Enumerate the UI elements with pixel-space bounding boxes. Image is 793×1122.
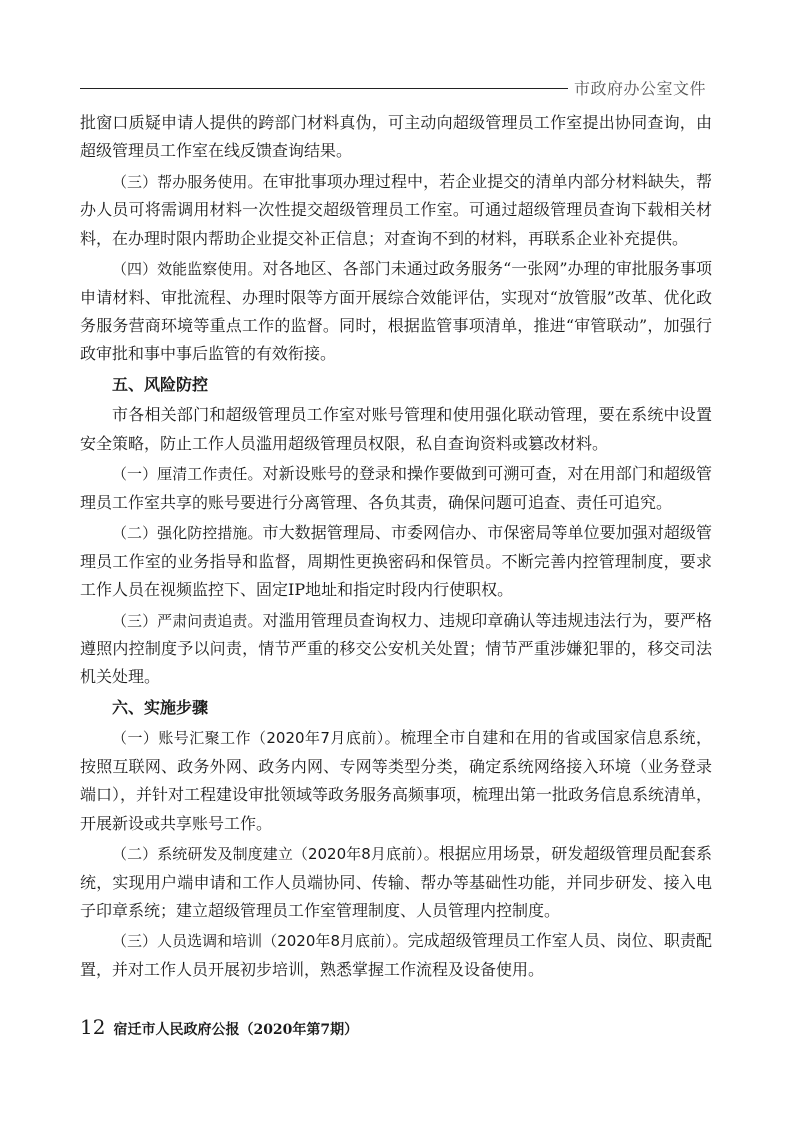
- document-body: [80, 109, 712, 986]
- paragraph: [80, 255, 712, 369]
- paragraph-lead: （一）厘清工作责任。: [112, 465, 263, 484]
- page-number: 12: [80, 1015, 106, 1039]
- paragraph: [80, 927, 712, 984]
- header-title: 市政府办公室文件: [574, 79, 707, 98]
- paragraph: 市各相关部门和超级管理员工作室对账号管理和使用强化联动管理，要在系统中设置安全策略，防止工作人员滥用超级管理员权限，私自查询资料或篡改材料。: [80, 405, 712, 453]
- paragraph-lead: （二）系统研发及制度建立（2020年8月底前）。: [112, 845, 439, 864]
- paragraph: [80, 840, 712, 925]
- page-footer: [80, 1015, 358, 1039]
- paragraph-text: 市大数据管理局、市委网信办、市保密局等单位要加强对超级管理员工作室的业务指导和监督，周期性更换密码和保管员。不断完善内控管理制度，要求工作人员在视频监控下、固定IP地址和指定时段内行使职权。: [80, 523, 712, 600]
- paragraph: [80, 460, 712, 517]
- paragraph-lead: （四）效能监察使用。: [112, 260, 263, 279]
- paragraph: [80, 168, 712, 253]
- paragraph-text: 在审批事项办理过程中，若企业提交的清单内部分材料缺失，帮办人员可将需调用材料一次性提交超级管理员工作室。可通过超级管理员查询下载相关材料，在办理时限内帮助企业提交补正信息；对查询不到的材料，再联系企业补充提供。: [80, 171, 712, 248]
- paragraph-text: 对滥用管理员查询权力、违规印章确认等违规违法行为，要严格遵照内控制度予以问责，情节严重的移交公安机关处置；情节严重涉嫌犯罪的，移交司法机关处理。: [80, 610, 712, 687]
- paragraph-text: 梳理全市自建和在用的省或国家信息系统，按照互联网、政务外网、政务内网、专网等类型分类，确定系统网络接入环境（业务登录端口），并针对工程建设审批领域等政务服务高频事项，梳理出第一批政务信息系统清单，开展新设或共享账号工作。: [80, 728, 713, 833]
- header-rule: [80, 88, 568, 89]
- paragraph-lead: （二）强化防控措施。: [112, 524, 263, 543]
- paragraph: 批窗口质疑申请人提供的跨部门材料真伪，可主动向超级管理员工作室提出协同查询，由超级管理员工作室在线反馈查询结果。: [80, 113, 712, 161]
- journal-name: 宿迁市人民政府公报（2020年第7期）: [113, 1022, 359, 1038]
- paragraph-lead: （三）帮办服务使用。: [112, 172, 263, 191]
- paragraph-text: 根据应用场景，研发超级管理员配套系统，实现用户端申请和工作人员端协同、传输、帮办等基础性功能，并同步研发、接入电子印章系统；建立超级管理员工作室管理制度、人员管理内控制度。: [80, 844, 712, 920]
- paragraph: [80, 724, 712, 838]
- section-heading: 五、风险防控: [112, 374, 209, 394]
- paragraph-text: 对各地区、各部门未通过政务服务“一张网”办理的审批服务事项申请材料、审批流程、办理时限等方面开展综合效能评估，实现对“放管服”改革、优化政务服务营商环境等重点工作的监督。同时，根据监管事项清单，推进“审管联动”，加强行政审批和事中事后监管的有效衔接。: [80, 259, 712, 364]
- paragraph-text: 对新设账号的登录和操作要做到可溯可查，对在用部门和超级管理员工作室共享的账号要进行分离管理、各负其责，确保问题可追查、责任可追究。: [80, 464, 712, 512]
- paragraph-lead: （一）账号汇聚工作（2020年7月底前）。: [112, 729, 401, 748]
- section-heading: 六、实施步骤: [112, 697, 209, 717]
- paragraph-text: 完成超级管理员工作室人员、岗位、职责配置，并对工作人员开展初步培训，熟悉掌握工作流程及设备使用。: [80, 931, 712, 979]
- paragraph-lead: （三）人员选调和培训（2020年8月底前）。: [112, 932, 408, 951]
- paragraph-lead: （三）严肃问责追责。: [112, 611, 263, 630]
- paragraph: [80, 607, 712, 692]
- paragraph: [80, 519, 712, 604]
